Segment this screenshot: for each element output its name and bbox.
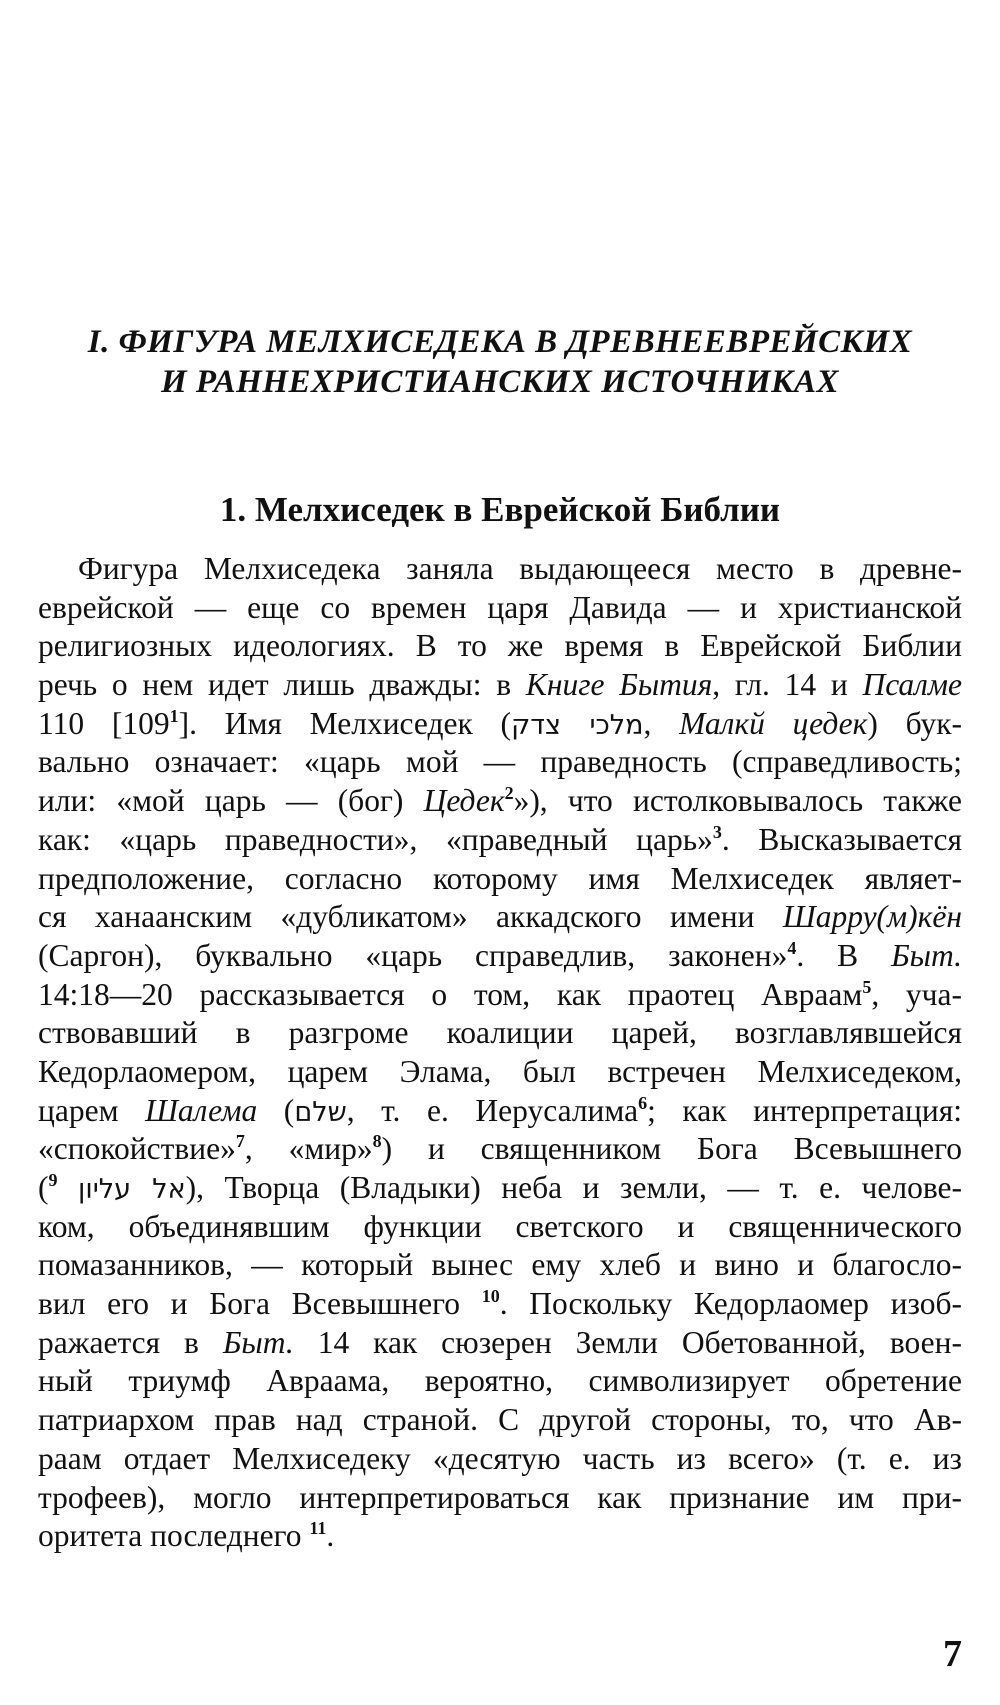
footnote-ref: 6 — [638, 1092, 648, 1113]
footnote-ref: 11 — [309, 1518, 327, 1539]
footnote-ref: 10 — [481, 1286, 500, 1307]
book-title-genesis: Книге Бытия — [525, 667, 713, 703]
text-line: еврейской — еще со времен царя Давида — и христианской — [38, 589, 962, 625]
footnote-ref: 9 — [48, 1170, 58, 1190]
hebrew-text: אל עליון — [78, 1174, 186, 1205]
chapter-title-line-2: И РАННЕХРИСТИАНСКИХ ИСТОЧНИКАХ — [160, 364, 840, 400]
text-line: ражается в Быт. 14 как сюзерен Земли Обетованной, воен- — [38, 1324, 962, 1360]
text-line: оритета последнего $^{11}$. — [38, 1518, 335, 1554]
text-line: предположение, согласно которому имя Мелхиседек являет- — [38, 860, 962, 896]
text-line: ($^9$ אל עליון), Творца (Владыки) неба и земли, — т. е. челове- — [38, 1170, 963, 1205]
text-line: речь о нем идет лишь дважды: в Книге Бытия, гл. 14 и Псалме — [38, 667, 962, 703]
text-line: царем Шалема (שלם, т. е. Иерусалима$^6$; как интерпретация: — [38, 1092, 962, 1128]
footnote-ref: 5 — [862, 976, 872, 997]
page-number: 7 — [943, 1633, 962, 1675]
footnote-ref: 7 — [235, 1131, 245, 1152]
text-line: «спокойствие»$^7$, «мир»$^8$) и священником Бога Всевышнего — [38, 1131, 962, 1167]
text-line: 110 $[109^1]$. Имя Мелхиседек (מלכי צדק, Малкй цедек) бук- — [38, 705, 963, 741]
text-line: раам отдает Мелхиседеку «десятую часть из всего» (т. е. из — [38, 1440, 962, 1476]
text-line: как: «царь праведности», «праведный царь»$^3$. Высказывается — [38, 821, 962, 857]
chapter-title-line-1: I. ФИГУРА МЕЛХИСЕДЕКА В ДРЕВНЕЕВРЕЙСКИХ — [87, 324, 913, 360]
text-line: Фигура Мелхиседека заняла выдающееся место в древне- — [78, 551, 962, 586]
book-title-psalm: Псалме — [862, 667, 962, 703]
hebrew-text: שלם — [294, 1096, 347, 1128]
footnote-ref: 3 — [712, 821, 722, 842]
text-line: вально означает: «царь мой — праведность (справедливость; — [38, 744, 962, 780]
footnote-ref: 4 — [787, 937, 797, 958]
text-line: ком, объединявшим функции светского и священнического — [38, 1208, 962, 1244]
text-line: Кедорлаомером, царем Элама, был встречен Мелхиседеком, — [38, 1053, 962, 1089]
chapter-title — [40, 322, 960, 402]
text-line: помазанников, — который вынес ему хлеб и вино и благосло- — [38, 1247, 962, 1283]
footnote-ref: 1 — [169, 705, 179, 726]
body-paragraph — [38, 550, 962, 1556]
text-line: религиозных идеологиях. В то же время в Еврейской Библии — [38, 628, 962, 664]
hebrew-text: מלכי צדק — [511, 709, 644, 741]
text-line: (Саргон), буквально «царь справедлив, законен»$^4$. В Быт. — [38, 937, 962, 973]
text-line: ствовавший в разгроме коалиции царей, возглавлявшейся — [38, 1015, 962, 1051]
text-line: 14:18—20 рассказывается о том, как праотец Авраам$^5$, уча- — [38, 976, 962, 1012]
text-line: вил его и Бога Всевышнего $^{10}$. Поскольку Кедорлаомер изоб- — [38, 1286, 962, 1322]
footnote-ref: 8 — [372, 1131, 382, 1152]
text-line: ся ханаанским «дубликатом» аккадского имени Шарру(м)кён — [38, 899, 962, 935]
text-line: или: «мой царь — (бог) Цедек$^2$»), что истолковывалось также — [38, 783, 963, 819]
footnote-ref: 2 — [504, 783, 514, 804]
text-line: патриархом прав над страной. С другой стороны, то, что Ав- — [38, 1402, 962, 1438]
section-heading: 1. Мелхиседек в Еврейской Библии — [219, 490, 781, 529]
text-line: трофеев), могло интерпретироваться как признание им при- — [38, 1479, 962, 1515]
text-line: ный триумф Авраама, вероятно, символизирует обретение — [38, 1363, 962, 1399]
